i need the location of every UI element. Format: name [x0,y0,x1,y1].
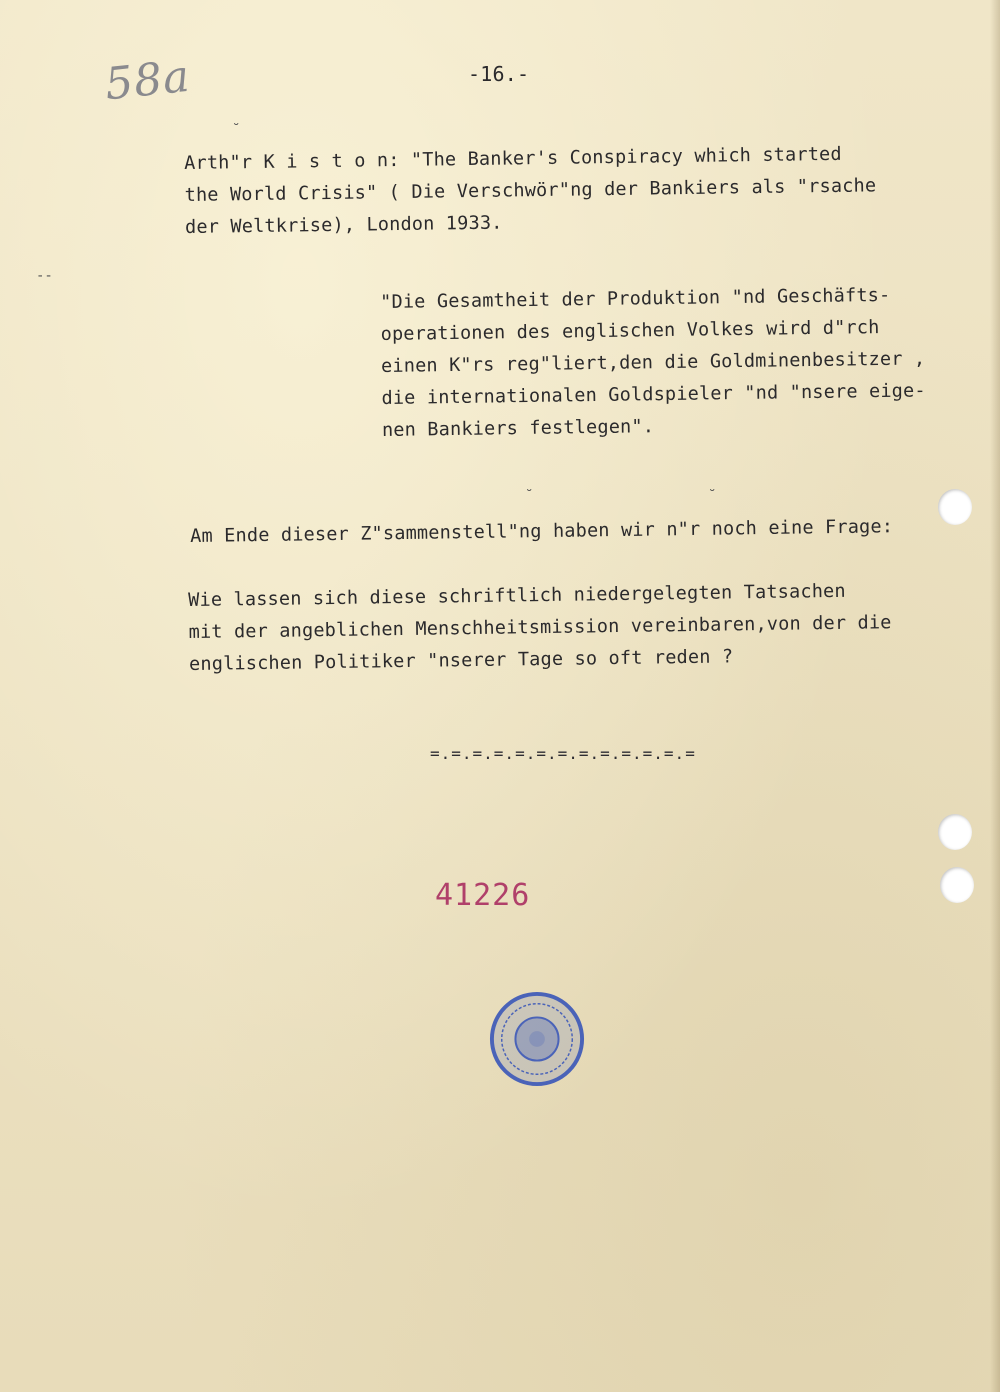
ink-mark: ‐‐ [36,268,53,284]
question-line: Wie lassen sich diese schriftlich niedergelegten Tatsachen [188,580,846,611]
handwritten-page-note: 58a [102,50,193,111]
ink-mark: ˘ [708,488,717,504]
closing-question [188,575,892,681]
quotation-block [380,279,926,447]
quote-line: operationen des englischen Volkes wird d"rch [380,317,880,345]
question-line: englischen Politiker "nserer Tage so oft reden ? [188,646,734,675]
stamped-number: 41226 [435,878,531,913]
question-line: mit der angeblichen Menschheitsmission vereinbaren,von der die [188,612,892,643]
closing-question-intro: Am Ende dieser Z"sammenstell"ng haben wir n"r noch eine Frage: [190,516,894,547]
citation-block [184,138,877,244]
citation-line: der Weltkrise), London 1933. [184,212,503,238]
punch-hole [938,814,972,850]
punch-hole [938,489,972,525]
quote-line: die internationalen Goldspieler "nd "nsere eige- [381,380,926,409]
round-seal-stamp-icon [488,990,586,1088]
quote-line: nen Bankiers festlegen". [381,416,655,441]
punch-hole [940,867,974,903]
ink-mark: ˘ [525,488,534,504]
quote-line: einen K"rs reg"liert,den die Goldminenbesitzer , [380,348,926,377]
page-number: -16.- [468,62,530,86]
citation-line: the World Crisis" ( Die Verschwör"ng der Bankiers als "rsache [184,175,877,206]
section-divider: =.=.=.=.=.=.=.=.=.=.=.=.= [430,744,696,763]
citation-line: Arth"r K i s t o n: "The Banker's Conspiracy which started [184,143,842,174]
ink-mark: ˘ [232,122,241,138]
quote-line: "Die Gesamtheit der Produktion "nd Geschäfts- [380,284,891,313]
